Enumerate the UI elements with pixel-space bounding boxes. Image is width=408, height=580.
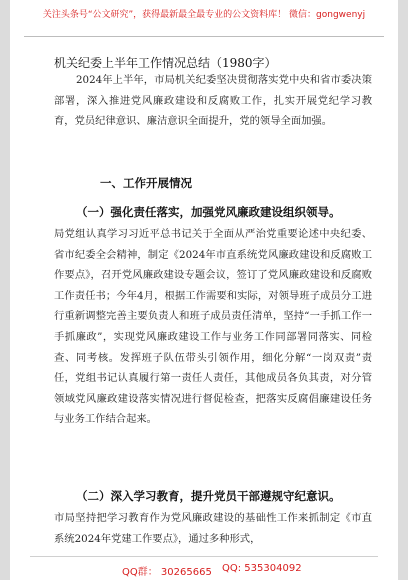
subsection-heading-1: （一）强化责任落实，加强党风廉政建设组织领导。 (76, 205, 341, 219)
document-title: 机关纪委上半年工作情况总结（1980字） (54, 56, 277, 70)
document-page (10, 0, 398, 580)
subsection-heading-2: （二）深入学习教育，提升党员干部遵规守纪意识。 (76, 489, 341, 503)
intro-paragraph: 2024年上半年，市局机关纪委坚决贯彻落实党中央和省市委决策部署，深入推进党风廉政建设和反腐败工作，扎实开展党纪学习教育，党员纪律意识、廉洁意识全面提升，党的领导全面加强。 (54, 74, 372, 128)
footer-qq-contact: QQ: 535304092 (222, 563, 302, 574)
footer-divider (30, 556, 378, 557)
subsection-1-body: 局党组认真学习习近平总书记关于全面从严治党重要论述中央纪委、省市纪委全会精神，制定《2024年市直系统党风廉政建设和反腐败工作要点》，召开党风廉政建设专题会议，签订了党风廉政建设和反腐败工作责任书；今年4月，根据工作需要和实际，对领导班子成员分工进行重新调整完善主要负责人和班子成员责任清单，坚持“一手抓工作一手抓廉政”，实现党风廉政建设工作与业务工作同部署同落实、同检查、同考核。发挥班子队伍带头引领作用，细化分解“一岗双责”责任，党组书记认真履行第一责任人责任，其他成员各负其责，对分管领域党风廉政建设落实情况进行督促检查，把落实反腐倡廉建设任务与业务工作结合起来。 (54, 228, 372, 426)
section-heading-1: 一、工作开展情况 (100, 176, 192, 190)
subsection-2-body: 市局坚持把学习教育作为党风廉政建设的基础性工作来抓制定《市直系统2024年党建工作要点》，通过多种形式， (54, 512, 372, 545)
footer-qq-group: QQ群： 30265665 (122, 567, 212, 578)
promo-banner: 关注头条号“公文研究”，获得最新最全最专业的公文资料库！ 微信：gongwenyj (42, 10, 366, 20)
header-divider (24, 36, 384, 37)
